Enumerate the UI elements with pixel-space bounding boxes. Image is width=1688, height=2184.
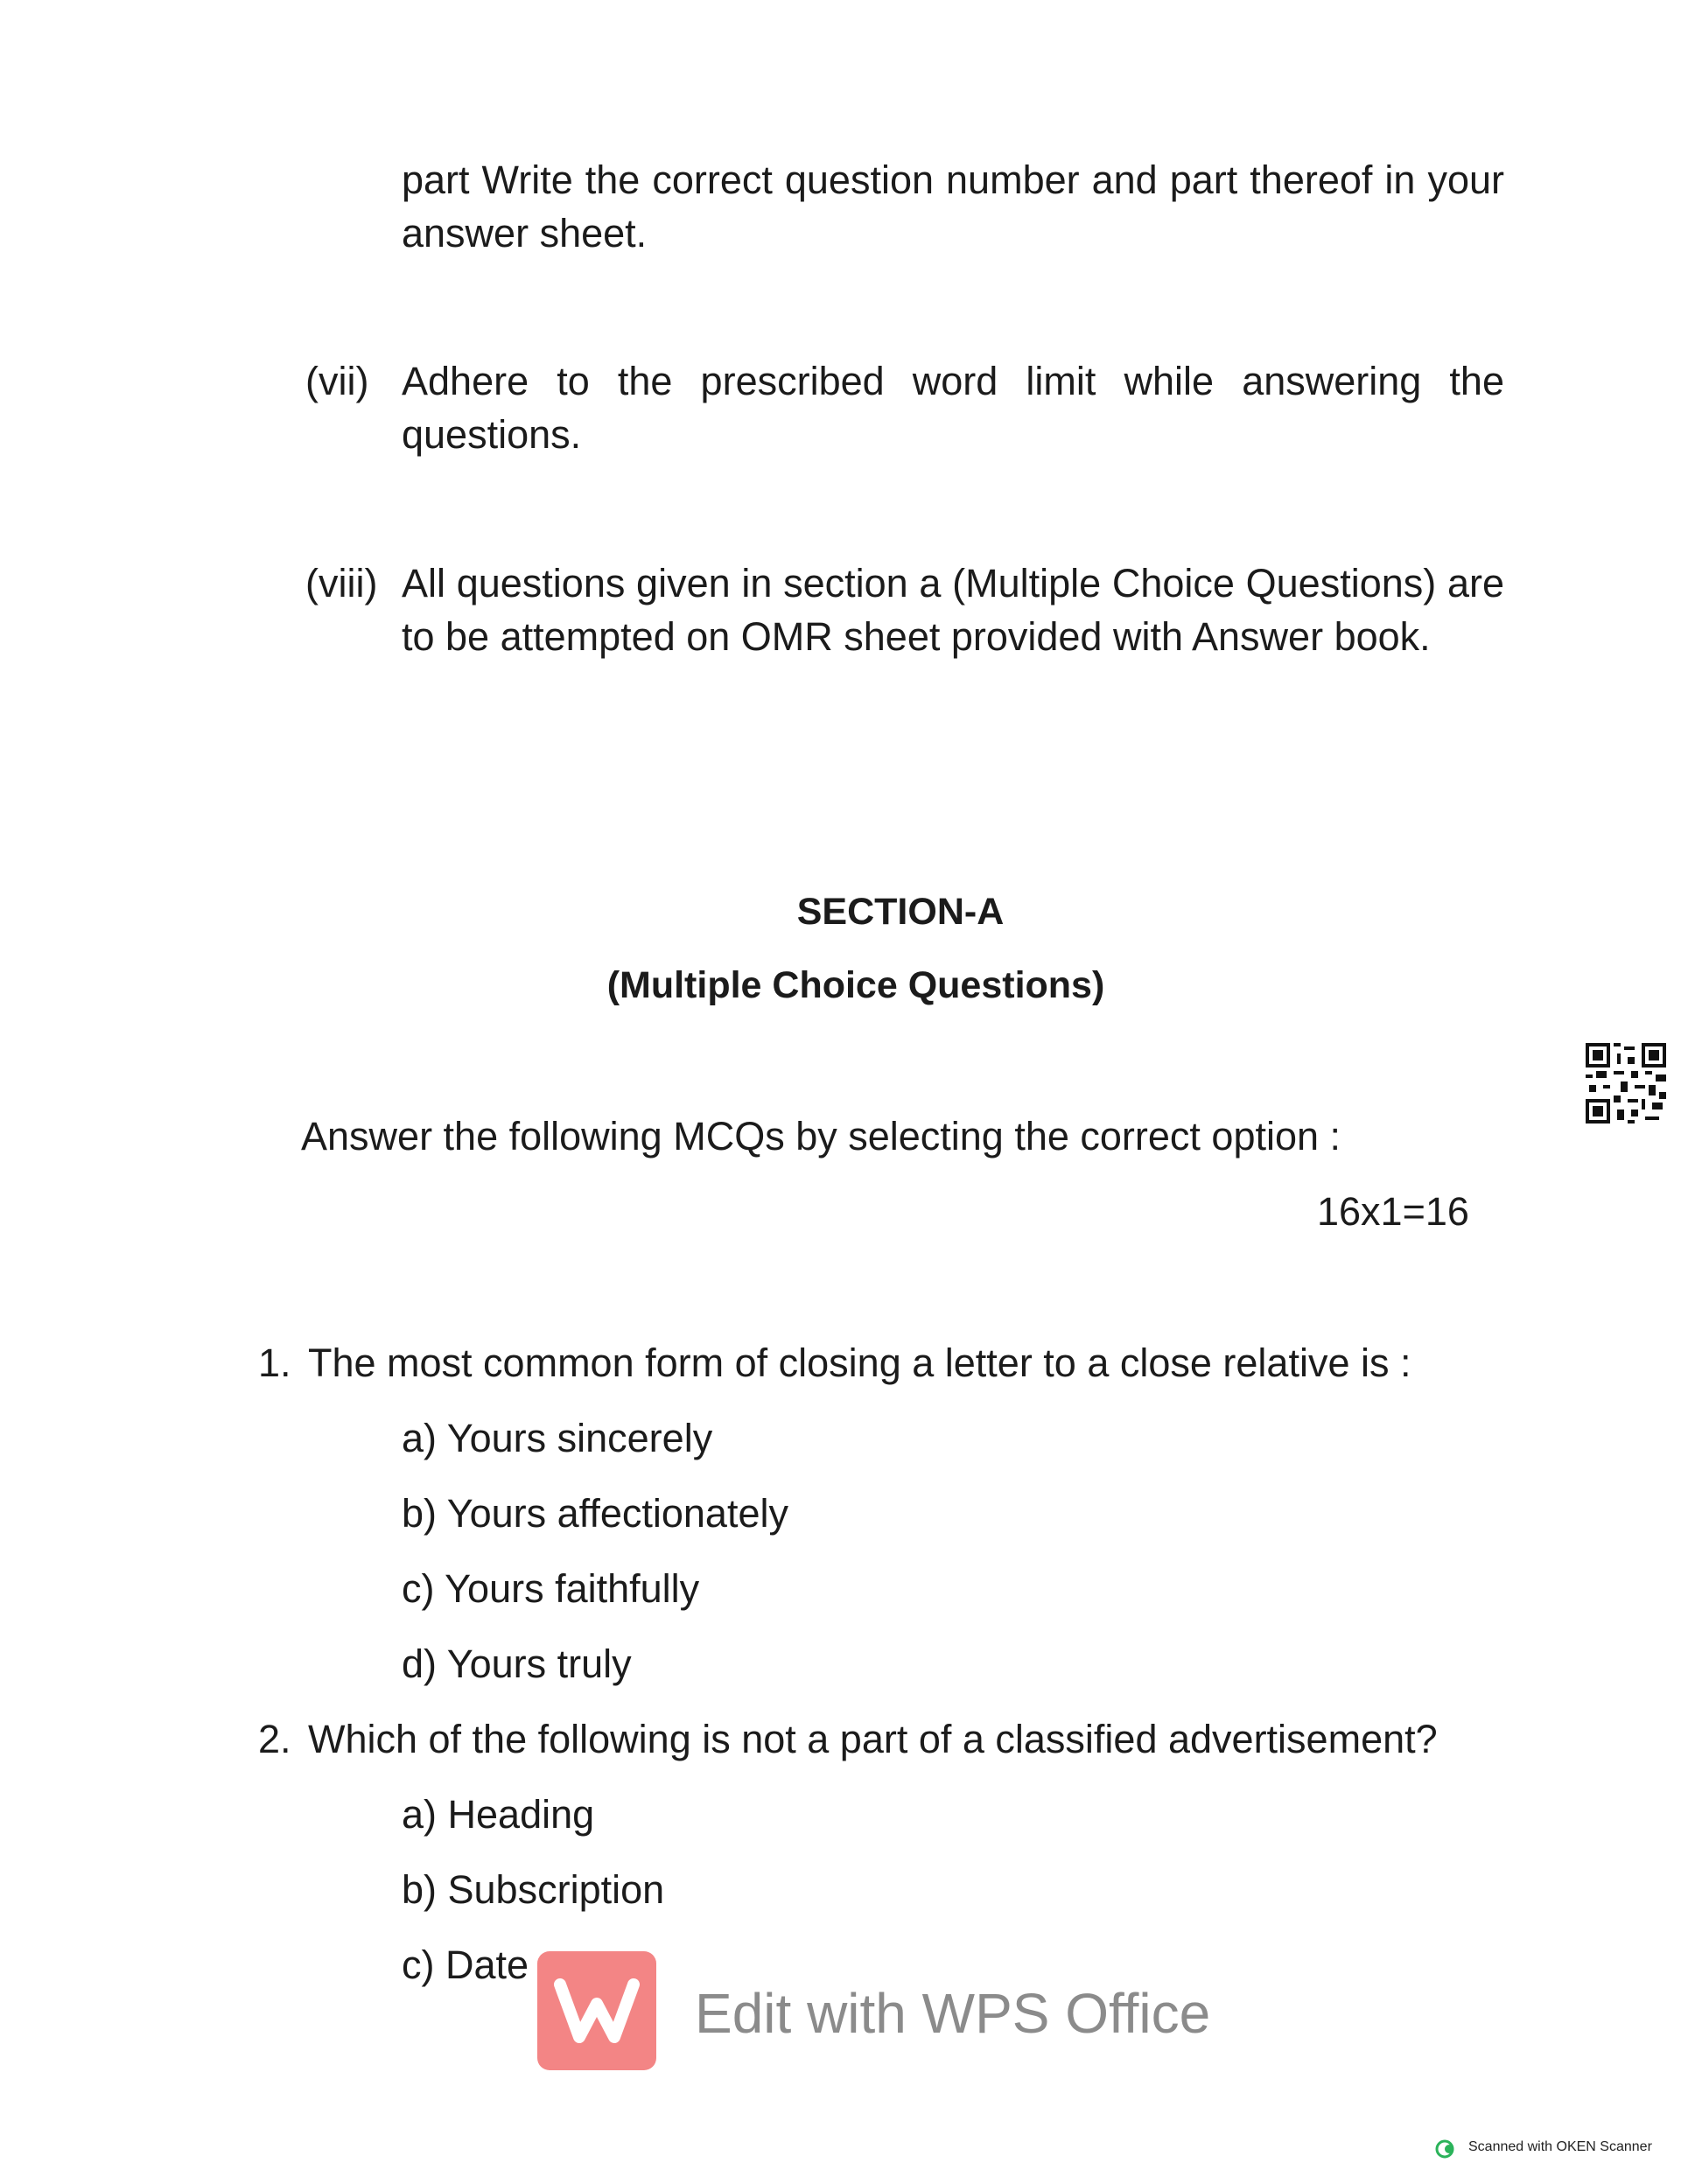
question-text: The most common form of closing a letter to a close relative is :: [308, 1340, 1411, 1385]
question-number: 1.: [258, 1340, 291, 1385]
instruction-label: (viii): [305, 561, 378, 606]
question-text: Which of the following is not a part of a classified advertisement?: [308, 1717, 1438, 1761]
marks-allocation: 16x1=16: [1317, 1189, 1469, 1234]
answer-option: d) Yours truly: [402, 1642, 632, 1686]
answer-option: b) Yours affectionately: [402, 1491, 788, 1536]
answer-option: a) Yours sincerely: [402, 1416, 713, 1460]
scanner-logo-icon: [1435, 2138, 1456, 2160]
scanner-text: Scanned with OKEN Scanner: [1468, 2139, 1652, 2154]
answer-option: c) Date: [402, 1942, 529, 1987]
section-title: SECTION-A: [796, 891, 1005, 933]
answer-option: a) Heading: [402, 1792, 595, 1837]
section-subtitle: (Multiple Choice Questions): [606, 964, 1105, 1006]
instruction-label: (vii): [305, 359, 369, 403]
instruction-item: [305, 556, 1504, 663]
instruction-continuation: part Write the correct question number and part thereof in your answer sheet.: [402, 158, 1504, 256]
wps-watermark-text: Edit with WPS Office: [695, 1982, 1211, 2045]
instruction-text: Adhere to the prescribed word limit while answering the questions.: [402, 359, 1504, 457]
instruction-item: [305, 354, 1504, 461]
question-number: 2.: [258, 1717, 291, 1761]
section-directive: Answer the following MCQs by selecting the correct option :: [301, 1114, 1341, 1158]
answer-option: b) Subscription: [402, 1867, 665, 1912]
answer-option: c) Yours faithfully: [402, 1566, 700, 1611]
qr-code-icon: [1586, 1043, 1666, 1124]
wps-logo-icon: [537, 1951, 656, 2070]
instruction-text: All questions given in section a (Multiple Choice Questions) are to be attempted on OMR sheet provided with Answer book.: [402, 561, 1504, 659]
